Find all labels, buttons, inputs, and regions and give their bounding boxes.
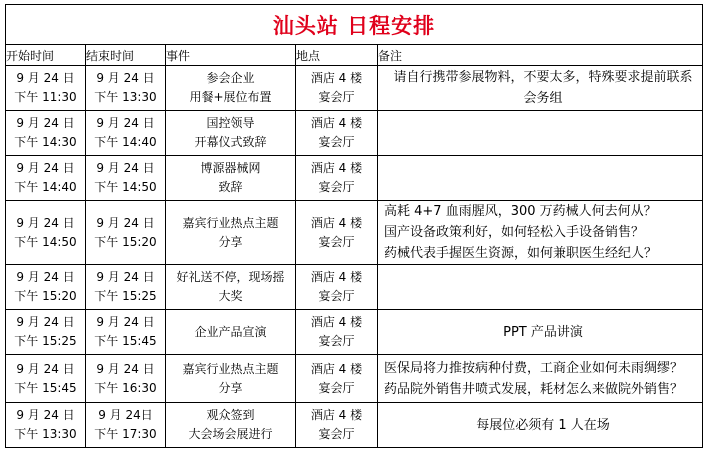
location-cell bbox=[296, 265, 378, 310]
end-time-line: 9 月 24 日 bbox=[96, 361, 155, 376]
start-time-line: 下午 15:20 bbox=[14, 289, 77, 303]
header-start-time: 开始时间 bbox=[6, 45, 86, 66]
schedule-table bbox=[5, 4, 703, 448]
note-cell bbox=[378, 355, 703, 403]
table-row bbox=[6, 66, 703, 111]
end-time-line: 9 月 24 日 bbox=[96, 270, 155, 284]
location-cell bbox=[296, 355, 378, 403]
start-time-line: 下午 14:30 bbox=[14, 135, 77, 149]
event-line: 嘉宾行业热点主题 bbox=[182, 361, 279, 376]
event-cell bbox=[166, 310, 296, 355]
location-cell bbox=[296, 111, 378, 156]
event-line: 参会企业 bbox=[206, 71, 255, 85]
location-line: 宴会厅 bbox=[318, 427, 355, 441]
start-time-line: 下午 15:45 bbox=[14, 380, 77, 395]
end-time-line: 9 月 24 日 bbox=[96, 116, 155, 130]
location-cell bbox=[296, 310, 378, 355]
table-row bbox=[6, 156, 703, 201]
start-time-line: 下午 13:30 bbox=[14, 427, 77, 441]
location-line: 酒店 4 楼 bbox=[310, 116, 363, 130]
header-location: 地点 bbox=[296, 45, 378, 66]
note-line: 高耗 4+7 血雨腥风，300 万药械人何去何从？ bbox=[384, 204, 657, 219]
end-time-line: 9 月 24 日 bbox=[96, 315, 155, 329]
location-line: 宴会厅 bbox=[318, 289, 355, 303]
start-time-cell bbox=[6, 265, 86, 310]
end-time-cell bbox=[86, 403, 166, 448]
event-cell bbox=[166, 66, 296, 111]
location-line: 酒店 4 楼 bbox=[310, 361, 363, 376]
note-cell bbox=[378, 310, 703, 355]
end-time-line: 下午 14:50 bbox=[94, 180, 157, 194]
event-cell bbox=[166, 355, 296, 403]
location-cell bbox=[296, 403, 378, 448]
start-time-cell bbox=[6, 111, 86, 156]
note-line: 请自行携带参展物料，不要太多，特殊要求提前联系 bbox=[393, 70, 693, 85]
start-time-cell bbox=[6, 403, 86, 448]
header-event: 事件 bbox=[166, 45, 296, 66]
event-line: 国控领导 bbox=[206, 116, 255, 130]
note-cell bbox=[378, 111, 703, 156]
start-time-cell bbox=[6, 156, 86, 201]
event-line: 大会场会展进行 bbox=[188, 427, 273, 441]
table-row bbox=[6, 355, 703, 403]
header-note: 备注 bbox=[378, 45, 703, 66]
event-line: 观众签到 bbox=[206, 408, 255, 422]
start-time-line: 下午 14:40 bbox=[14, 180, 77, 194]
start-time-line: 9 月 24 日 bbox=[16, 161, 75, 175]
table-row bbox=[6, 310, 703, 355]
end-time-cell bbox=[86, 265, 166, 310]
end-time-cell bbox=[86, 66, 166, 111]
end-time-cell bbox=[86, 355, 166, 403]
event-line: 企业产品宣演 bbox=[194, 324, 267, 339]
header-end-time: 结束时间 bbox=[86, 45, 166, 66]
location-cell bbox=[296, 201, 378, 265]
start-time-line: 9 月 24 日 bbox=[16, 116, 75, 130]
event-line: 博源器械网 bbox=[200, 161, 261, 175]
title-cell bbox=[6, 5, 703, 45]
location-cell bbox=[296, 66, 378, 111]
event-line: 开幕仪式致辞 bbox=[194, 135, 267, 149]
end-time-line: 下午 17:30 bbox=[94, 427, 157, 441]
table-row bbox=[6, 201, 703, 265]
event-cell bbox=[166, 265, 296, 310]
end-time-line: 下午 15:25 bbox=[94, 289, 157, 303]
location-line: 宴会厅 bbox=[318, 135, 355, 149]
header-row bbox=[6, 45, 703, 66]
start-time-line: 9 月 24 日 bbox=[16, 315, 75, 329]
end-time-cell bbox=[86, 310, 166, 355]
end-time-line: 下午 16:30 bbox=[94, 380, 157, 395]
page-title: 汕头站 日程安排 bbox=[272, 13, 436, 38]
start-time-cell bbox=[6, 201, 86, 265]
location-line: 宴会厅 bbox=[318, 380, 355, 395]
end-time-line: 9 月 24日 bbox=[98, 408, 153, 422]
location-line: 酒店 4 楼 bbox=[310, 161, 363, 175]
end-time-cell bbox=[86, 111, 166, 156]
end-time-cell bbox=[86, 201, 166, 265]
event-line: 致辞 bbox=[218, 180, 243, 194]
note-cell bbox=[378, 66, 703, 111]
end-time-line: 9 月 24 日 bbox=[96, 161, 155, 175]
start-time-line: 9 月 24 日 bbox=[16, 71, 75, 85]
location-line: 酒店 4 楼 bbox=[310, 71, 363, 85]
start-time-cell bbox=[6, 310, 86, 355]
note-cell bbox=[378, 201, 703, 265]
note-cell bbox=[378, 403, 703, 448]
location-line: 酒店 4 楼 bbox=[310, 270, 363, 284]
note-line: 每展位必须有 1 人在场 bbox=[476, 417, 610, 433]
location-line: 宴会厅 bbox=[318, 334, 355, 348]
end-time-line: 下午 15:45 bbox=[94, 334, 157, 348]
start-time-line: 下午 11:30 bbox=[14, 90, 77, 104]
note-cell bbox=[378, 265, 703, 310]
location-cell bbox=[296, 156, 378, 201]
location-line: 酒店 4 楼 bbox=[310, 315, 363, 329]
schedule-document bbox=[5, 4, 702, 448]
location-line: 宴会厅 bbox=[318, 234, 355, 249]
note-line: PPT 产品讲演 bbox=[503, 324, 583, 340]
event-cell bbox=[166, 156, 296, 201]
note-line: 会务组 bbox=[523, 91, 563, 106]
start-time-line: 9 月 24 日 bbox=[16, 215, 75, 230]
event-cell bbox=[166, 201, 296, 265]
start-time-line: 9 月 24 日 bbox=[16, 270, 75, 284]
event-cell bbox=[166, 403, 296, 448]
note-line: 国产设备政策利好，如何轻松入手设备销售？ bbox=[384, 225, 645, 240]
end-time-cell bbox=[86, 156, 166, 201]
event-cell bbox=[166, 111, 296, 156]
event-line: 用餐+展位布置 bbox=[189, 90, 272, 104]
start-time-line: 9 月 24 日 bbox=[16, 408, 75, 422]
start-time-line: 下午 14:50 bbox=[14, 234, 77, 249]
start-time-line: 9 月 24 日 bbox=[16, 361, 75, 376]
event-line: 好礼送不停，现场摇 bbox=[176, 270, 285, 284]
end-time-line: 下午 15:20 bbox=[94, 234, 157, 249]
start-time-cell bbox=[6, 66, 86, 111]
event-line: 分享 bbox=[218, 380, 243, 395]
table-row bbox=[6, 111, 703, 156]
note-cell bbox=[378, 156, 703, 201]
start-time-line: 下午 15:25 bbox=[14, 334, 77, 348]
location-line: 宴会厅 bbox=[318, 180, 355, 194]
note-line: 药品院外销售井喷式发展，耗材怎么来做院外销售？ bbox=[384, 381, 684, 397]
end-time-line: 下午 14:40 bbox=[94, 135, 157, 149]
event-line: 分享 bbox=[218, 234, 243, 249]
end-time-line: 下午 13:30 bbox=[94, 90, 157, 104]
location-line: 酒店 4 楼 bbox=[310, 215, 363, 230]
end-time-line: 9 月 24 日 bbox=[96, 71, 155, 85]
table-row bbox=[6, 403, 703, 448]
event-line: 嘉宾行业热点主题 bbox=[182, 215, 279, 230]
table-row bbox=[6, 265, 703, 310]
note-line: 药械代表手握医生资源，如何兼职医生经纪人？ bbox=[384, 246, 658, 261]
event-line: 大奖 bbox=[218, 289, 243, 303]
location-line: 宴会厅 bbox=[318, 90, 355, 104]
end-time-line: 9 月 24 日 bbox=[96, 215, 155, 230]
location-line: 酒店 4 楼 bbox=[310, 408, 363, 422]
start-time-cell bbox=[6, 355, 86, 403]
note-line: 医保局将力推按病种付费，工商企业如何未雨绸缪？ bbox=[384, 360, 684, 376]
